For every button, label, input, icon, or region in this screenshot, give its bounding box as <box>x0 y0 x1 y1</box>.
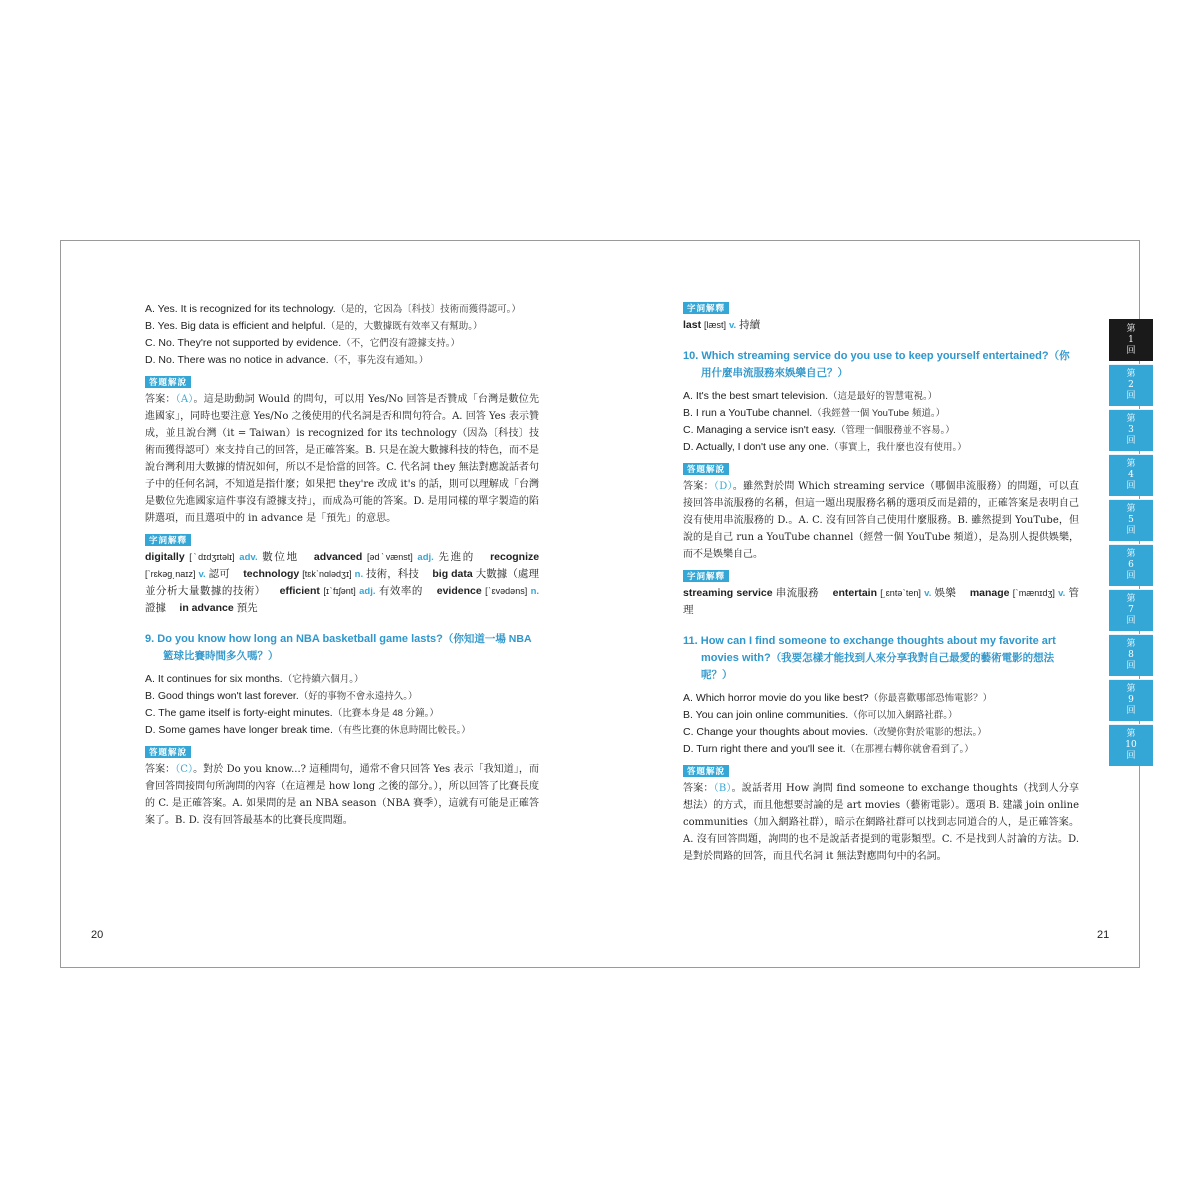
chapter-tab-6[interactable]: 第6回 <box>1109 544 1153 586</box>
vocab-phonetic: [ˋrɛkəg͵naɪz] <box>145 569 196 579</box>
vocab-phonetic: [ɪˋfɪʃənt] <box>323 586 356 596</box>
chapter-tab-7[interactable]: 第7回 <box>1109 589 1153 631</box>
chapter-tab-2[interactable]: 第2回 <box>1109 364 1153 406</box>
vocab-meaning: 管理 <box>683 587 1080 616</box>
chapter-tabs <box>1109 319 1153 769</box>
vocab-meaning: 娛樂 <box>934 587 957 599</box>
vocab-phonetic: [ˋmænɪdʒ] <box>1012 588 1055 598</box>
option-item: B. Good things won't last forever.（好的事物不會永遠持久。） <box>145 690 418 702</box>
chapter-tab-1[interactable]: 第1回 <box>1109 319 1153 361</box>
answer-key: （A） <box>175 394 194 405</box>
option-item: B. You can join online communities.（你可以加入網路社群。） <box>683 709 958 721</box>
option-item: C. No. They're not supported by evidence.（不，它們沒有證據支持。） <box>145 337 460 349</box>
option-item: D. No. There was no notice in advance.（不，事先沒有通知。） <box>145 354 429 366</box>
option-item: A. Which horror movie do you like best?（你最喜歡哪部恐怖電影？） <box>683 692 993 704</box>
page-number-left: 20 <box>91 929 104 941</box>
q9-vocabulary <box>683 317 1079 334</box>
vocab-phonetic: [͵ɛntəˋten] <box>880 588 921 598</box>
vocab-meaning: 技術，科技 <box>366 568 419 580</box>
option-item: D. Some games have longer break time.（有些比賽的休息時間比較長。） <box>145 724 471 736</box>
option-item: D. Turn right there and you'll see it.（在那裡右轉你就會看到了。） <box>683 743 974 755</box>
vocab-meaning: 證據 <box>145 602 166 614</box>
vocab-pos: n. <box>354 569 364 580</box>
vocabulary-tag: 字詞解釋 <box>683 570 729 582</box>
option-item: B. Yes. Big data is efficient and helpful.（是的，大數據既有效率又有幫助。） <box>145 320 483 332</box>
vocab-word: efficient <box>279 585 320 597</box>
chapter-tab-8[interactable]: 第8回 <box>1109 634 1153 676</box>
option-item: A. It continues for six months.（它持續六個月。） <box>145 673 364 685</box>
q11-answer: 答案：（B）。說話者用 How 詢問 find someone to exchange thoughts（找到人分享想法）的方式，而且他想要討論的是 art movies（藝術電影）。選項 B. 建議 join online communities（加入網路社群），暗示在網路社群可以找到志同道合的人，是正確答案。A. 沒有回答問題，詢問的也不是說話者提到的電影類型。C. 不是找到人討論的方法。D. 是對於問路的回答，而且代名詞 it 無法對應問句中的名詞。 <box>683 783 1079 862</box>
explanation-tag: 答題解說 <box>145 746 191 758</box>
vocab-meaning: 先進的 <box>438 551 475 563</box>
vocabulary-tag: 字詞解釋 <box>683 302 729 314</box>
q10-answer: 答案：（D）。雖然對於問 Which streaming service（哪個串流服務）的問題，可以直接回答串流服務的名稱，但這一題出現服務名稱的選項反而是錯的，正確答案是表明自己沒有使用串流服務的 D.。A. C. 沒有回答自己使用什麼服務。B. 雖然提到 YouTube，但說的是自己 run a YouTube channel（經營一個 YouTube 頻道），是為別人提供娛樂，而不是娛樂自己。 <box>683 481 1080 560</box>
chapter-tab-3[interactable]: 第3回 <box>1109 409 1153 451</box>
vocab-pos: v. <box>198 569 206 580</box>
chapter-tab-9[interactable]: 第9回 <box>1109 679 1153 721</box>
q10-vocabulary <box>683 585 1079 619</box>
vocab-meaning: 數位地 <box>262 551 299 563</box>
q8-options <box>145 301 539 369</box>
option-item: C. Managing a service isn't easy.（管理一個服務並不容易。） <box>683 424 955 436</box>
right-page <box>683 301 1079 865</box>
left-page <box>145 301 539 829</box>
vocab-meaning: 持續 <box>739 319 761 331</box>
vocab-word: evidence <box>436 585 482 597</box>
chapter-tab-4[interactable]: 第4回 <box>1109 454 1153 496</box>
vocab-pos: v. <box>924 588 932 599</box>
vocab-word: entertain <box>832 587 877 599</box>
vocab-word: in advance <box>179 602 234 614</box>
vocab-meaning: 預先 <box>236 602 258 614</box>
chapter-tab-10[interactable]: 第10回 <box>1109 724 1153 766</box>
option-item: C. Change your thoughts about movies.（改變你對於電影的想法。） <box>683 726 987 738</box>
vocab-meaning: 串流服務 <box>775 587 819 599</box>
vocab-word: recognize <box>490 551 540 563</box>
vocab-meaning: 大數據（處理並分析大量數據的技術） <box>145 568 539 597</box>
q10-options <box>683 388 1079 456</box>
q8-vocabulary <box>145 549 539 617</box>
page-number-right: 21 <box>1097 929 1110 941</box>
vocab-pos: adj. <box>359 586 376 597</box>
vocab-pos: v. <box>728 320 737 331</box>
vocab-word: advanced <box>313 551 363 563</box>
q11-options <box>683 690 1079 758</box>
vocab-word: streaming service <box>683 587 773 599</box>
vocab-phonetic: [læst] <box>704 320 727 330</box>
explanation-tag: 答題解說 <box>683 765 729 777</box>
option-item: B. I run a YouTube channel.（我經營一個 YouTube 頻道。） <box>683 407 946 419</box>
vocab-word: last <box>683 319 702 331</box>
question-9: 9. Do you know how long an NBA basketball game lasts?（你知道一場 NBA 籃球比賽時間多久嗎？） <box>145 633 532 662</box>
vocab-phonetic: [ˋɛvədəns] <box>485 586 528 596</box>
vocab-pos: v. <box>1058 588 1066 599</box>
option-item: A. It's the best smart television.（這是最好的智慧電視。） <box>683 390 938 402</box>
vocab-meaning: 認可 <box>208 568 230 580</box>
explanation-tag: 答題解說 <box>145 376 191 388</box>
vocab-pos: adv. <box>239 552 258 563</box>
vocab-phonetic: [ˋdɪdʒɪtəlɪ] <box>189 552 235 562</box>
book-spread <box>60 240 1140 968</box>
option-item: D. Actually, I don't use any one.（事實上，我什麼也沒有使用。） <box>683 441 967 453</box>
q8-answer: 答案：（A）。這是助動詞 Would 的問句，可以用 Yes/No 回答是否贊成「台灣是數位先進國家」，同時也要注意 Yes/No 之後使用的代名詞是否和問句符合。A. 回答 Yes 表示贊成，並且說台灣（it = Taiwan）is recognized for its technology（因為〔科技〕技術而獲得認可）來支持自己的回答，是正確答案。B. 只是在說大數據科技的特色，而不是說台灣利用大數據的情況如何，所以不是恰當的回答。C. 代名詞 they 無法對應說話者句子中的任何名詞，不知道是指什麼；如果把 they're 改成 it's 的話，則可以理解成「台灣是數位先進國家這件事沒有證據支持」，而成為可能的答案。D. 是用同樣的單字製造的陷阱選項，而且選項中的 in advance 是「預先」的意思。 <box>145 394 540 524</box>
question-11: 11. How can I find someone to exchange thoughts about my favorite art movies with?（我要怎樣才能找到人來分享我對自己最愛的藝術電影的想法呢？） <box>683 635 1056 681</box>
explanation-tag: 答題解說 <box>683 463 729 475</box>
q9-options <box>145 671 539 739</box>
option-item: C. The game itself is forty-eight minutes.（比賽本身是 48 分鐘。） <box>145 707 439 719</box>
vocab-phonetic: [ədˋvænst] <box>366 552 413 562</box>
vocabulary-tag: 字詞解釋 <box>145 534 191 546</box>
question-10: 10. Which streaming service do you use to keep yourself entertained?（你用什麼串流服務來娛樂自己？） <box>683 350 1070 379</box>
answer-key: （D） <box>713 481 733 492</box>
vocab-word: big data <box>432 568 473 580</box>
vocab-word: digitally <box>145 551 185 563</box>
answer-key: （C） <box>175 764 194 775</box>
vocab-pos: adj. <box>417 552 434 563</box>
vocab-phonetic: [tɛkˋnɑlədʒɪ] <box>302 569 352 579</box>
q9-answer: 答案：（C）。對於 Do you know...? 這種問句，通常不會只回答 Yes 表示「我知道」，而會回答問接問句所詢問的內容（在這裡是 how long 之後的部分。），所以回答了比賽長度的 C. 是正確答案。A. 如果問的是 an NBA season（NBA 賽季），這就有可能是正確答案了。B. D. 沒有回答最基本的比賽長度問題。 <box>145 764 539 826</box>
vocab-word: manage <box>969 587 1010 599</box>
vocab-meaning: 有效率的 <box>378 585 423 597</box>
vocab-word: technology <box>243 568 300 580</box>
vocab-pos: n. <box>530 586 540 597</box>
option-item: A. Yes. It is recognized for its technology.（是的，它因為〔科技〕技術而獲得認可。） <box>145 303 521 315</box>
answer-key: （B） <box>713 783 732 794</box>
chapter-tab-5[interactable]: 第5回 <box>1109 499 1153 541</box>
